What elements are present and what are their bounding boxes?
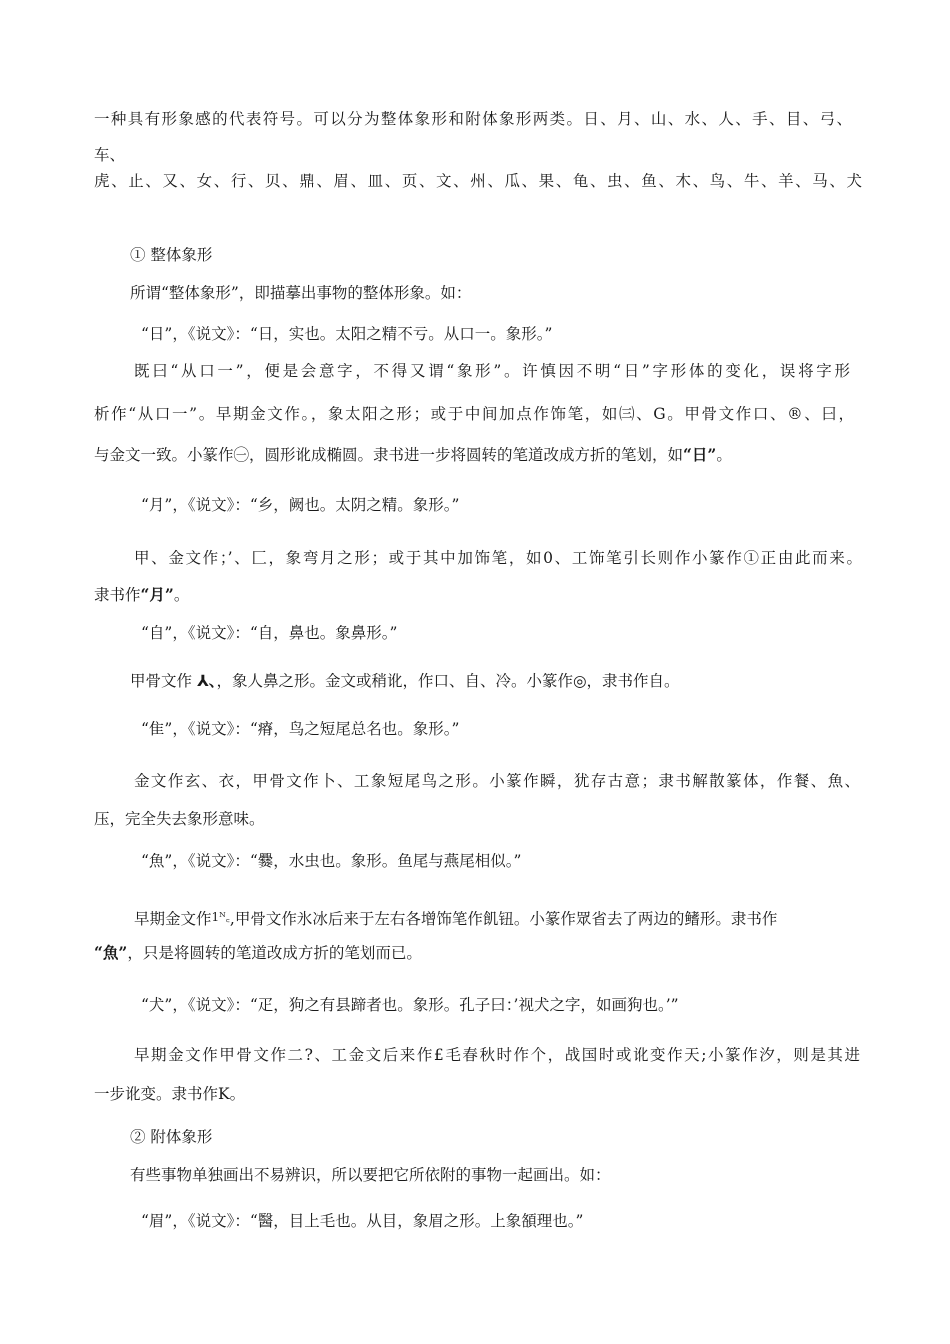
text: 隶书作 xyxy=(94,586,141,604)
paragraph-line: 既曰“从口一”，便是会意字，不得又谓“象形”。许慎因不明“日”字形体的变化，误将字形 xyxy=(134,362,850,380)
quote-line: “犬”，《说文》：“疋，狗之有县蹄者也。象形。孔子曰：’视犬之字，如画狗也。’” xyxy=(141,996,679,1014)
paragraph-line xyxy=(94,942,422,964)
text: 早期金文作 xyxy=(134,910,212,928)
paragraph-line: 早期金文作甲骨文作二?、工金文后来作£毛春秋时作个，战国时或讹变作天;小篆作汐，则是其进 xyxy=(134,1046,860,1064)
paragraph-line: 一步讹变。隶书作K。 xyxy=(94,1085,246,1103)
quote-line: “自”，《说文》：“自，鼻也。象鼻形。” xyxy=(141,624,398,642)
paragraph-line xyxy=(134,906,777,930)
paragraph-line xyxy=(130,670,680,692)
text: 。 xyxy=(173,586,190,604)
glyph-text: ⅄、 xyxy=(196,671,217,690)
quote-line: “魚”，《说文》：“爨，水虫也。象形。鱼尾与燕尾相似。” xyxy=(141,852,522,870)
section-heading: ② 附体象形 xyxy=(130,1128,213,1146)
text: 。 xyxy=(716,446,732,464)
paragraph-line: 甲、金文作；’、匚，象弯月之形；或于其中加饰笔，如0、工饰笔引长则作小篆作①正由此而来。 xyxy=(134,549,862,567)
quote-line: “隹”，《说文》：“瘠，鸟之短尾总名也。象形。” xyxy=(141,720,460,738)
paragraph-line xyxy=(94,584,189,606)
paragraph-line xyxy=(94,444,732,466)
text: ，象人鼻之形。金文或稍讹，作口、自、冷。小篆作◎，隶书作自。 xyxy=(216,672,680,690)
text: 与金文一致。小篆作㊀，圆形讹成椭圆。隶书进一步将圆转的笔道改成方折的笔划，如 xyxy=(94,446,684,464)
paragraph-line: 一种具有形象感的代表符号。可以分为整体象形和附体象形两类。日、月、山、水、人、手、目、弓、 xyxy=(94,110,852,128)
paragraph-line: 金文作玄、衣，甲骨文作卜、工象短尾鸟之形。小篆作瞬，犹存古意；隶书解散篆体，作餐、魚、 xyxy=(134,772,860,790)
paragraph-line: 车、 xyxy=(94,146,126,164)
quote-line: “月”，《说文》：“乡，阙也。太阴之精。象形。” xyxy=(141,496,460,514)
text: 甲骨文作 xyxy=(130,672,193,690)
emphasis-text: “月” xyxy=(140,585,174,604)
paragraph-line: 有些事物单独画出不易辨识，所以要把它所依附的事物一起画出。如： xyxy=(130,1166,611,1184)
quote-line: “日”，《说文》：“日，实也。太阳之精不亏。从口一。象形。” xyxy=(141,325,553,343)
text: ，只是将圆转的笔道改成方折的笔划而已。 xyxy=(127,944,422,962)
emphasis-text: “日” xyxy=(683,445,717,464)
paragraph-line: 析作“从口一”。早期金文作。，象太阳之形；或于中间加点作饰笔，如㈢、G。甲骨文作口、®、曰， xyxy=(94,405,854,423)
text: ,甲骨文作氷冰后来于左右各增饰笔作飢钮。小篆作眾省去了两边的鳍形。隶书作 xyxy=(229,910,778,928)
paragraph-line: 虎、止、又、女、行、贝、鼎、眉、皿、页、文、州、瓜、果、龟、虫、鱼、木、鸟、牛、羊、马、犬 xyxy=(94,172,862,190)
paragraph-line: 压，完全失去象形意味。 xyxy=(94,810,265,828)
glyph-text: 1ᴺ꜀ xyxy=(211,910,230,924)
paragraph-line: 所谓“整体象形”，即描摹出事物的整体形象。如： xyxy=(130,284,472,302)
section-heading: ① 整体象形 xyxy=(130,246,213,264)
emphasis-text: “魚” xyxy=(94,943,128,962)
quote-line: “眉”，《说文》：“醫，目上毛也。从目，象眉之形。上象頟理也。” xyxy=(141,1212,584,1230)
